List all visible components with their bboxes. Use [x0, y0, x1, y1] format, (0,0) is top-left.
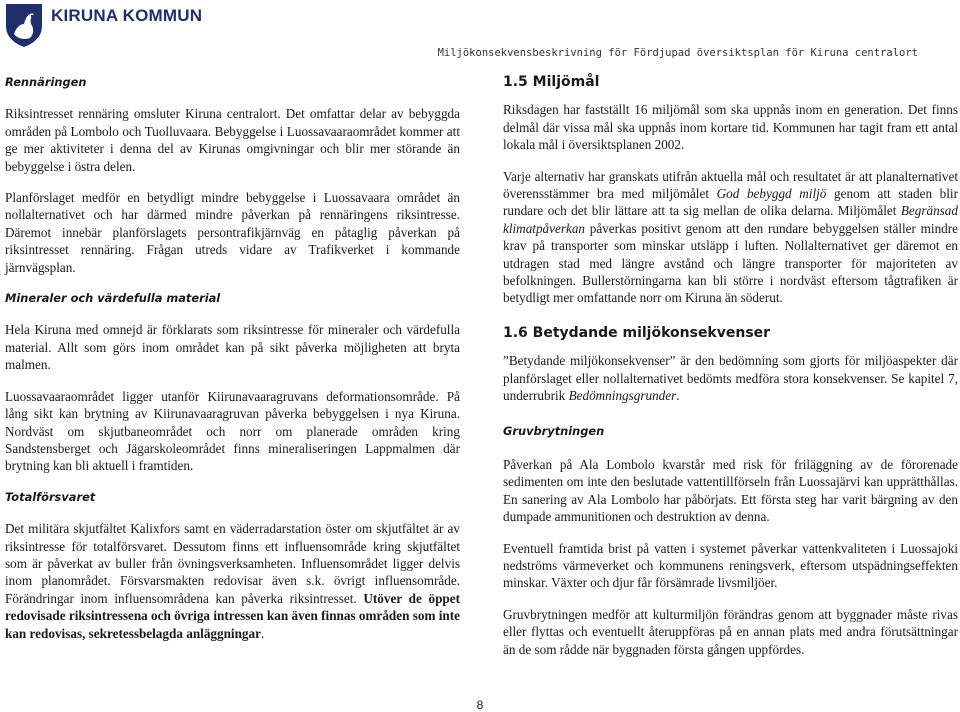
italic-term: God bebyggd miljö — [716, 186, 827, 202]
page-number: 8 — [476, 698, 484, 712]
paragraph: Luossavaaraområdet ligger utanför Kiirunavaaragruvans deformationsområde. På lång sikt kan brytning av Kiirunavaaragruvan påverka bebyggelsen i nya Kiruna. Nordväst om skjutbaneområdet och norr om planerade områden kring Sandstensberget och Jägarskoleområdet finns mineraliseringen Lappmalmen där brytning kan bli aktuell i framtiden. — [5, 388, 460, 474]
section-heading-miljomal: 1.5 Miljömål — [503, 74, 600, 90]
paragraph-text: Varje alternativ har granskats utifrån aktuella mål och resultatet är att planalternativet överensstämmer bra med miljömålet — [503, 168, 958, 202]
paragraph-text: Det militära skjutfältet Kalixfors samt en väderradarstation öster om skjutfältet är av riksintresse för totalförsvaret. Dessutom finns ett influensområde kring skjutfältet som är påverkat av buller från övningsverksamheten. Influensområdet ligger delvis inom planområdet. Försvarsmakten redovisar även s.k. övrigt influensområde. Förändringar inom influensområdena kan påverka riksintresset. — [5, 521, 460, 606]
document-title: Miljökonsekvensbeskrivning för Fördjupad översiktsplan för Kiruna centralort — [437, 47, 918, 59]
paragraph: Hela Kiruna med omnejd är förklarats som riksintresse för mineraler och värdefulla material. Allt som görs inom området kan på sikt påverka möjligheten att bryta malmen. — [5, 322, 460, 373]
bold-text: Utöver de öppet redovisade riksintressena och övriga intressen kan även finnas områden som inte kan redovisas, sekretessbelagda anläggningar — [5, 590, 460, 641]
section-heading-mineraler: Mineraler och värdefulla material — [5, 291, 221, 306]
paragraph: Planförslaget medför en betydligt mindre bebyggelse i Luossavaara området än nollalternativet och har därmed mindre påverkan på rennäringens riksintresse. Däremot innebär planförslagets persontrafikjärnväg en påtaglig påverkan på riksintresset rennäring. Frågan utreds vidare av Trafikverket i kommande järnvägsplan. — [5, 190, 460, 275]
paragraph-text: påverkas positivt genom att den rundare bebyggelsen ställer mindre krav på transporter som minskar utsläpp i luften. Nollalternativet ger däremot en utdragen stad med längre avstånd och längre transporter för majoriteten av befolkningen. Bullerstörningarna kan bli större i nordväst eftersom tågtrafiken är betydligt mer omfattande norr om Kiruna än söderut. — [503, 220, 958, 306]
paragraph — [503, 352, 958, 404]
section-heading-totalforsvaret: Totalförsvaret — [5, 489, 96, 504]
paragraph-text: ”Betydande miljökonsekvenser” är den bedömning som gjorts för miljöaspekter där planförslaget eller nollalternativet bedömts medföra stora konsekvenser. Se kapitel 7, underrubrik — [503, 353, 958, 404]
left-column — [5, 74, 460, 656]
right-column — [503, 74, 958, 672]
paragraph: Eventuell framtida brist på vatten i systemet påverkar vattenkvaliteten i Luossajoki nedströms värmeverket och kommunens reningsverk, eftersom utspädningseffekten minskar. Växter och djur får försämrade livsmiljöer. — [503, 540, 958, 591]
section-heading-gruvbrytningen: Gruvbrytningen — [503, 423, 605, 438]
section-heading-betydande: 1.6 Betydande miljökonsekvenser — [503, 324, 771, 341]
page-header — [0, 0, 960, 60]
paragraph-end: . — [260, 625, 265, 641]
logo-text: KIRUNA KOMMUN — [51, 6, 203, 25]
paragraph — [503, 168, 958, 307]
paragraph — [5, 520, 460, 642]
paragraph: Påverkan på Ala Lombolo kvarstår med risk för friläggning av de förorenade sedimenten om inte den beslutade vattentillförseln från Luossajärvi kan upprätthållas. En sanering av Ala Lombolo har påbörjats. Ett första steg har varit bärgning av den dumpade ammunitionen och destruktion av denna. — [503, 456, 958, 525]
paragraph-text: . — [676, 388, 680, 404]
paragraph: Riksdagen har fastställt 16 miljömål som ska uppnås inom en generation. Det finns delmål där vissa mål ska uppnås inom kortare tid. Kommunen har tagit fram ett antal lokala mål i översiktsplanen 2002. — [503, 102, 958, 153]
paragraph: Riksintresset rennäring omsluter Kiruna centralort. Det omfattar delar av bebyggda områden på Lombolo och Tuolluvaara. Bebyggelse i Luossavaaraområdet kommer att ge mer aktiviteter i denna del av Kirunas omgivningar och blir mer störande än bebyggelse i östra delen. — [5, 106, 460, 174]
paragraph-text: genom att staden blir rundare och det blir lättare att ta sig mellan de olika delarna. Miljömålet — [503, 186, 958, 219]
section-heading-rennaringen: Rennäringen — [5, 75, 87, 89]
italic-term: Bedömningsgrunder — [568, 388, 677, 404]
italic-term: Begränsad klimatpåverkan — [503, 203, 958, 236]
kiruna-coat-of-arms-icon — [4, 2, 44, 48]
paragraph: Gruvbrytningen medför att kulturmiljön förändras genom att byggnader måste rivas eller flyttas och eventuellt återuppföras på en annan plats med andra förutsättningar än de som rådde när byggnaden första gången uppfördes. — [503, 606, 958, 657]
